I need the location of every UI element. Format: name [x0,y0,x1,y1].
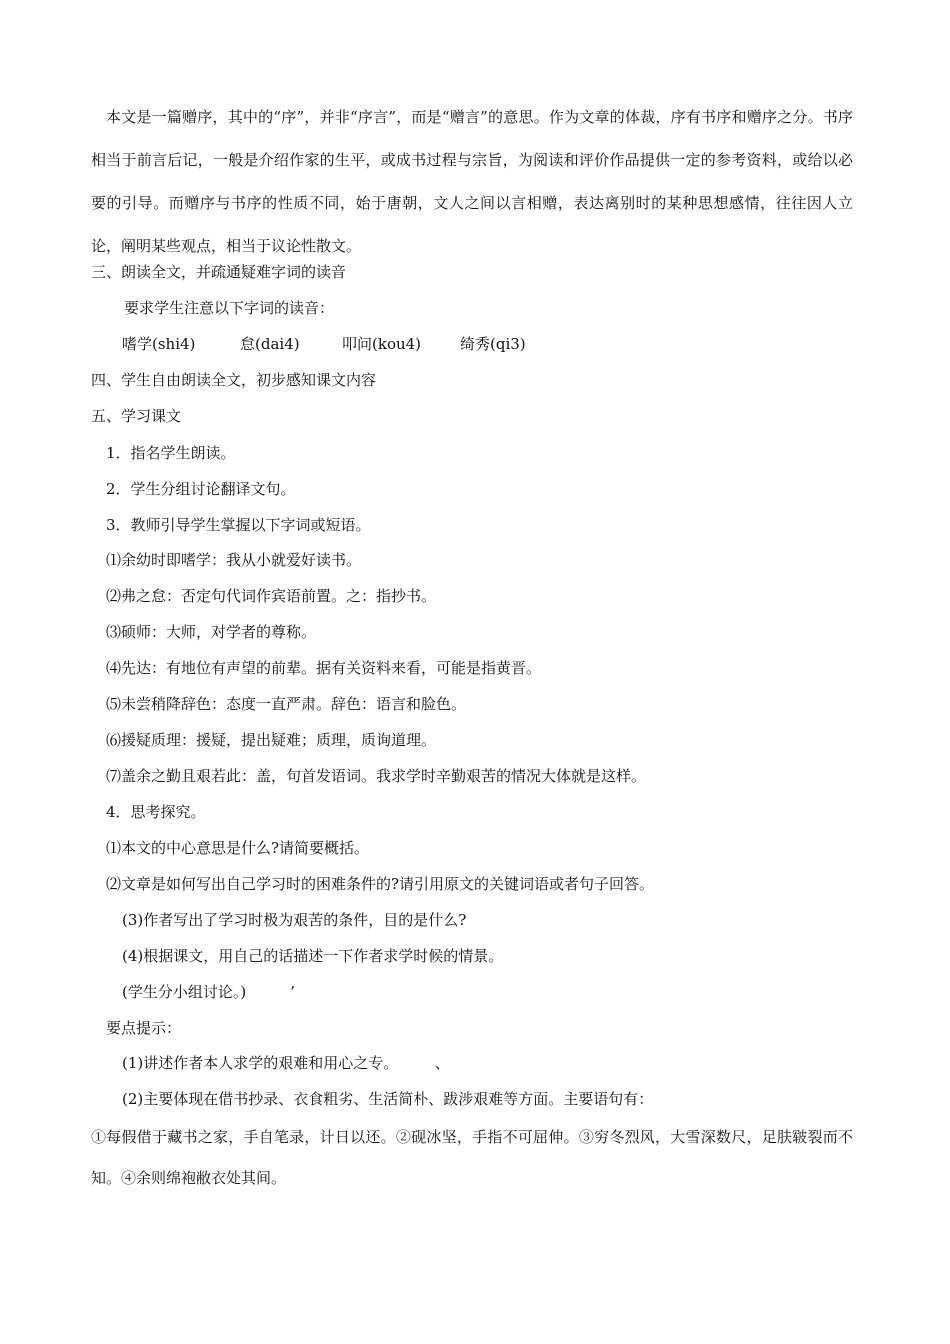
vocab-item: ⑴余幼时即嗜学：我从小就爱好读书。 [106,551,362,569]
step-item: 4．思考探究。 [106,803,206,821]
pronunciation-note: 要求学生注意以下字词的读音： [124,299,335,317]
step-item: 3．教师引导学生掌握以下字词或短语。 [106,516,371,534]
step-item: 1．指名学生朗读。 [106,444,236,462]
discussion-text: (学生分小组讨论。) [122,983,247,1001]
tip-quotes-paragraph: ①每假借于藏书之家，手自笔录，计日以还。②砚冰坚，手指不可屈伸。③穷冬烈风，大雪深数尺，足肤皲裂而不知。④余则绵袍敝衣处其间。 [91,1128,853,1187]
stray-mark: 、 [434,1054,450,1072]
vocab-item: ⑵弗之怠：否定句代词作宾语前置。之：指抄书。 [106,587,437,605]
vocab-item: ⑶硕师：大师，对学者的尊称。 [106,623,317,641]
tip-text: (2)主要体现在借书抄录、衣食粗劣、生活简朴、跋涉艰难等方面。主要语句有： [122,1090,654,1108]
discussion-line [122,982,295,1002]
tip-line [122,1053,450,1073]
question-item: ⑴本文的中心意思是什么?请简要概括。 [106,839,370,857]
question-item: (3)作者写出了学习时极为艰苦的条件，目的是什么? [122,911,467,929]
pinyin-item: 绮秀(qi3) [460,335,526,353]
tips-heading: 要点提示： [106,1019,182,1037]
stray-mark: ’ [290,983,295,1001]
step-item: 2．学生分组讨论翻译文句。 [106,480,296,498]
vocab-item: ⑺盖余之勤且艰若此：盖，句首发语词。我求学时辛勤艰苦的情况大体就是这样。 [106,767,647,785]
pinyin-item: 怠(dai4) [240,335,300,353]
vocab-item: ⑹援疑质理：援疑，提出疑难；质理，质询道理。 [106,731,437,749]
pinyin-item: 嗜学(shi4) [122,335,196,353]
section-4-heading: 四、学生自由朗读全文，初步感知课文内容 [91,371,377,389]
pinyin-row [122,334,526,354]
question-item: (4)根据课文，用自己的话描述一下作者求学时候的情景。 [122,947,504,965]
section-5-heading: 五、学习课文 [91,407,182,425]
vocab-item: ⑸未尝稍降辞色：态度一直严肃。辞色：语言和脸色。 [106,695,467,713]
tip-text: (1)讲述作者本人求学的艰难和用心之专。 [122,1054,391,1072]
pinyin-item: 叩问(kou4) [342,335,422,353]
vocab-item: ⑷先达：有地位有声望的前辈。据有关资料来看，可能是指黄晋。 [106,659,542,677]
section-3-heading: 三、朗读全文，并疏通疑难字词的读音 [91,263,347,281]
intro-paragraph: 本文是一篇赠序，其中的“序”，并非“序言”，而是“赠言”的意思。作为文章的体裁，序有书序和赠序之分。书序相当于前言后记，一般是介绍作家的生平，或成书过程与宗旨，为阅读和评价作品提供一定的参考资料，或给以必要的引导。而赠序与书序的性质不同，始于唐朝，文人之间以言相赠，表达离别时的某种思想感情，往往因人立论，阐明某些观点，相当于议论性散文。 [91,108,854,255]
question-item: ⑵文章是如何写出自己学习时的困难条件的?请引用原文的关键词语或者句子回答。 [106,875,655,893]
